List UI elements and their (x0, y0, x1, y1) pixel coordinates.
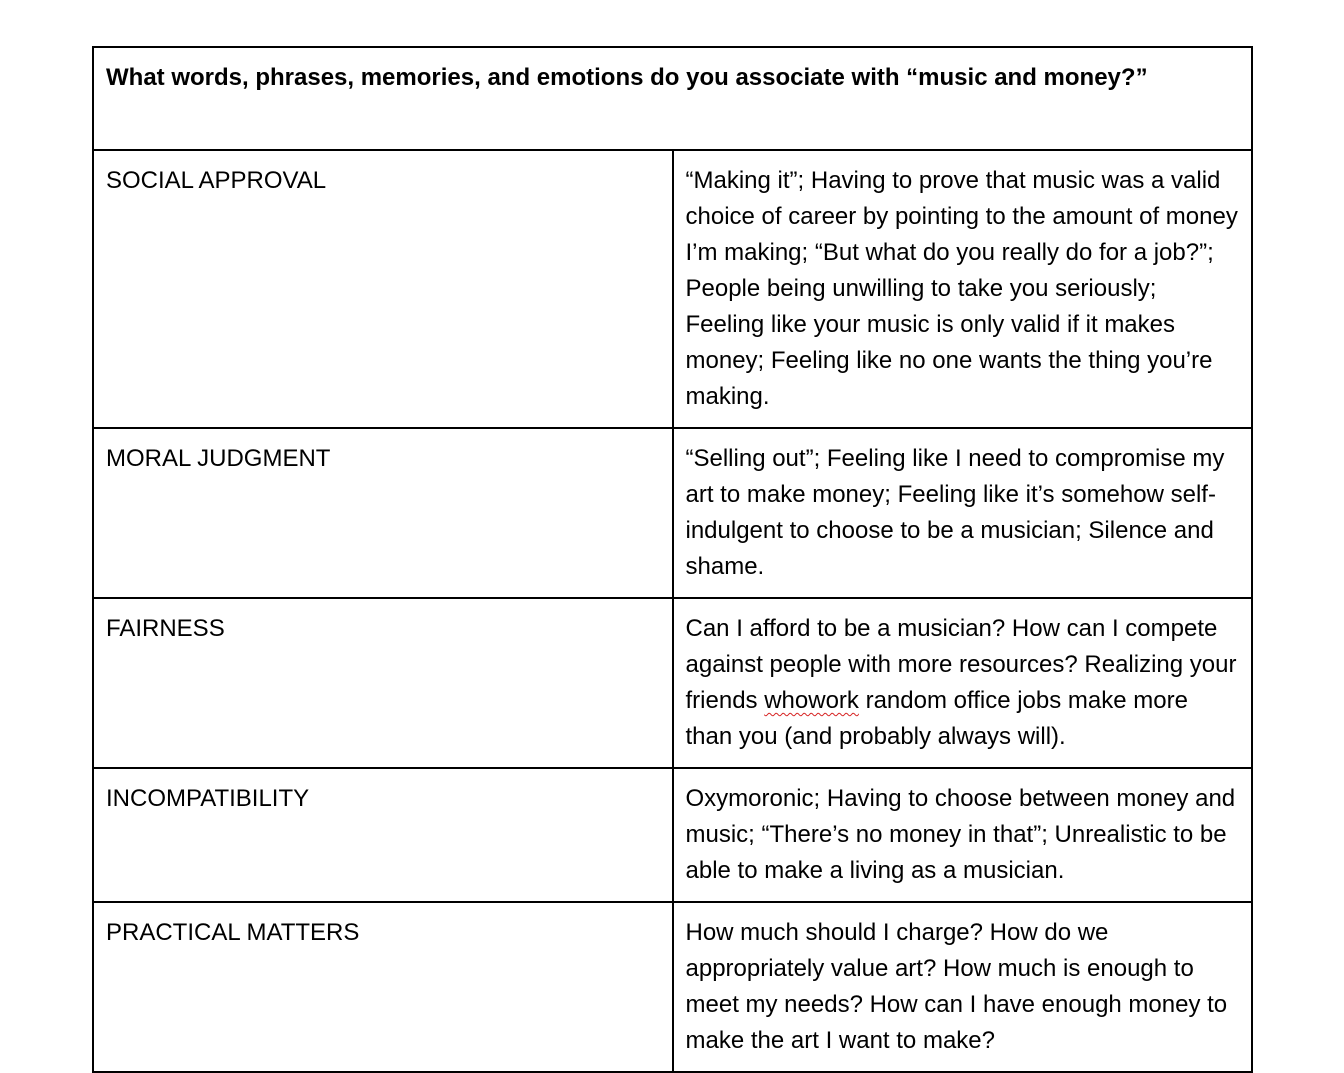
misspelled-word[interactable]: whowork (764, 687, 859, 714)
category-incompatibility: INCOMPATIBILITY (93, 768, 673, 902)
category-social-approval: SOCIAL APPROVAL (93, 150, 673, 428)
description-practical-matters: How much should I charge? How do we appropriately value art? How much is enough to meet my needs? How can I have enough money to make the art I want to make? (673, 902, 1253, 1072)
category-fairness: FAIRNESS (93, 598, 673, 768)
description-incompatibility: Oxymoronic; Having to choose between money and music; “There’s no money in that”; Unrealistic to be able to make a living as a musician. (673, 768, 1253, 902)
table-row (93, 598, 1252, 768)
association-table (92, 46, 1253, 1073)
description-moral-judgment: “Selling out”; Feeling like I need to compromise my art to make money; Feeling like it’s somehow self-indulgent to choose to be a musician; Silence and shame. (673, 428, 1253, 598)
table-row (93, 150, 1252, 428)
description-fairness (673, 598, 1253, 768)
table-header-row (93, 47, 1252, 150)
table-header-question: What words, phrases, memories, and emotions do you associate with “music and money?” (93, 47, 1252, 150)
category-moral-judgment: MORAL JUDGMENT (93, 428, 673, 598)
description-fairness-part-1: Can I afford to be a musician? How can I compete against people with more resources? Realizing your friends (685, 615, 1237, 714)
category-practical-matters: PRACTICAL MATTERS (93, 902, 673, 1072)
description-fairness-part-2: random office jobs make more than you (and probably always will). (685, 687, 1188, 750)
table-row (93, 428, 1252, 598)
table-row (93, 902, 1252, 1072)
table-row (93, 768, 1252, 902)
description-social-approval: “Making it”; Having to prove that music was a valid choice of career by pointing to the amount of money I’m making; “But what do you really do for a job?”; People being unwilling to take you seriously; Feeling like your music is only valid if it makes money; Feeling like no one wants the thing you’re making. (673, 150, 1253, 428)
